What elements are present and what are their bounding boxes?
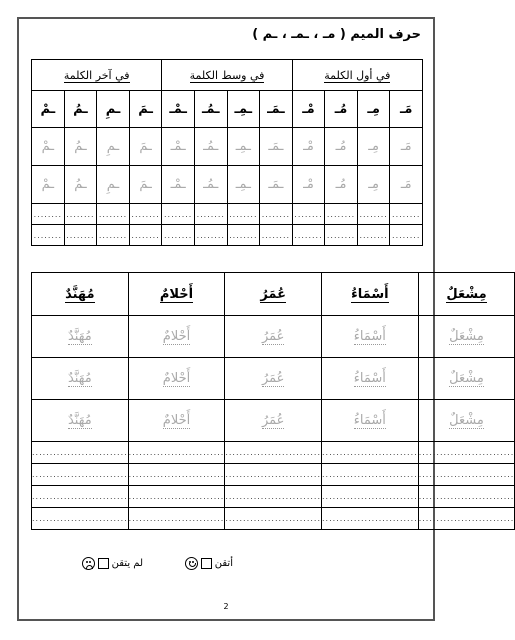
trace-cell[interactable]: مْـ bbox=[292, 166, 325, 204]
mastered-option bbox=[185, 557, 233, 570]
write-cell[interactable]: ........ bbox=[325, 204, 358, 225]
word-trace-cell[interactable]: مِشْعَلٌ bbox=[418, 358, 515, 400]
worksheet-title: حرف الميم ( مـ ، ـمـ ، ـم ) bbox=[252, 27, 421, 42]
write-cell[interactable]: ........ bbox=[227, 225, 260, 246]
word-cell: مِشْعَلٌ bbox=[418, 273, 515, 316]
happy-face-icon bbox=[185, 557, 198, 570]
word-write-cell[interactable]: ........................... bbox=[418, 464, 515, 486]
word-write-cell[interactable]: ........................... bbox=[418, 508, 515, 530]
write-cell[interactable]: ........ bbox=[390, 204, 423, 225]
word-cell: عُمَرُ bbox=[225, 273, 322, 316]
not-mastered-label: لم يتقن bbox=[111, 558, 143, 569]
word-write-cell[interactable]: ........................... bbox=[418, 442, 515, 464]
trace-cell[interactable]: مُـ bbox=[325, 166, 358, 204]
word-cell: مُهَنَّدٌ bbox=[32, 273, 129, 316]
write-cell[interactable]: ........ bbox=[390, 225, 423, 246]
worksheet-frame bbox=[17, 17, 515, 621]
letter-form-cell: ـمْـ bbox=[162, 91, 195, 128]
section-header-middle: في وسط الكلمة bbox=[162, 60, 292, 91]
write-cell[interactable]: ........ bbox=[97, 204, 130, 225]
trace-cell[interactable]: مْـ bbox=[292, 128, 325, 166]
write-cell[interactable]: ........ bbox=[194, 204, 227, 225]
letter-forms-table bbox=[31, 59, 423, 246]
word-cell: أَحْلامٌ bbox=[128, 273, 225, 316]
write-cell[interactable]: ........ bbox=[325, 225, 358, 246]
trace-cell[interactable]: مِـ bbox=[357, 128, 390, 166]
word-trace-cell[interactable]: أَحْلامٌ bbox=[128, 316, 225, 358]
write-cell[interactable]: ........ bbox=[292, 204, 325, 225]
word-write-cell[interactable]: ........................... bbox=[128, 508, 225, 530]
trace-cell[interactable]: مَـ bbox=[390, 166, 423, 204]
write-cell[interactable]: ........ bbox=[162, 204, 195, 225]
trace-cell[interactable]: مَـ bbox=[390, 128, 423, 166]
not-mastered-checkbox[interactable] bbox=[98, 558, 109, 569]
sad-face-icon bbox=[82, 557, 95, 570]
write-cell[interactable]: ........ bbox=[32, 204, 65, 225]
not-mastered-option bbox=[82, 557, 143, 570]
word-write-cell[interactable]: ........................... bbox=[322, 442, 419, 464]
trace-cell[interactable]: ـمِ bbox=[97, 166, 130, 204]
trace-cell[interactable]: ـمْـ bbox=[162, 128, 195, 166]
letter-form-cell: ـمَ bbox=[129, 91, 162, 128]
word-write-cell[interactable]: ........................... bbox=[322, 508, 419, 530]
write-cell[interactable]: ........ bbox=[162, 225, 195, 246]
letter-form-cell: ـمَـ bbox=[260, 91, 293, 128]
trace-cell[interactable]: ـمَ bbox=[129, 166, 162, 204]
letter-form-cell: مَـ bbox=[390, 91, 423, 128]
write-cell[interactable]: ........ bbox=[129, 225, 162, 246]
word-trace-cell[interactable]: أَسْمَاءُ bbox=[322, 358, 419, 400]
word-write-cell[interactable]: ........................... bbox=[322, 464, 419, 486]
word-trace-cell[interactable]: مُهَنَّدٌ bbox=[32, 316, 129, 358]
section-header-end: في آخر الكلمة bbox=[32, 60, 162, 91]
page-number: 2 bbox=[223, 602, 229, 611]
word-write-cell[interactable]: ........................... bbox=[225, 442, 322, 464]
write-cell[interactable]: ........ bbox=[97, 225, 130, 246]
write-cell[interactable]: ........ bbox=[227, 204, 260, 225]
mastered-checkbox[interactable] bbox=[201, 558, 212, 569]
word-write-cell[interactable]: ........................... bbox=[32, 464, 129, 486]
word-write-cell[interactable]: ........................... bbox=[32, 508, 129, 530]
word-write-cell[interactable]: ........................... bbox=[128, 442, 225, 464]
trace-cell[interactable]: ـمَـ bbox=[260, 128, 293, 166]
letter-form-cell: ـمْ bbox=[32, 91, 65, 128]
letter-form-cell: مُـ bbox=[325, 91, 358, 128]
word-write-cell[interactable]: ........................... bbox=[418, 486, 515, 508]
trace-cell[interactable]: ـمْ bbox=[32, 128, 65, 166]
letter-form-cell: ـمُـ bbox=[194, 91, 227, 128]
words-table bbox=[31, 272, 515, 530]
trace-cell[interactable]: ـمَ bbox=[129, 128, 162, 166]
write-cell[interactable]: ........ bbox=[32, 225, 65, 246]
trace-cell[interactable]: ـمُـ bbox=[194, 128, 227, 166]
word-trace-cell[interactable]: عُمَرُ bbox=[225, 358, 322, 400]
trace-cell[interactable]: ـمِ bbox=[97, 128, 130, 166]
word-trace-cell[interactable]: أَحْلامٌ bbox=[128, 400, 225, 442]
word-write-cell[interactable]: ........................... bbox=[128, 464, 225, 486]
word-write-cell[interactable]: ........................... bbox=[322, 486, 419, 508]
write-cell[interactable]: ........ bbox=[260, 225, 293, 246]
letter-form-cell: مْـ bbox=[292, 91, 325, 128]
trace-cell[interactable]: ـمِـ bbox=[227, 128, 260, 166]
write-cell[interactable]: ........ bbox=[129, 204, 162, 225]
word-trace-cell[interactable]: مُهَنَّدٌ bbox=[32, 400, 129, 442]
trace-cell[interactable]: ـمْ bbox=[32, 166, 65, 204]
word-write-cell[interactable]: ........................... bbox=[32, 486, 129, 508]
write-cell[interactable]: ........ bbox=[292, 225, 325, 246]
trace-cell[interactable]: مُـ bbox=[325, 128, 358, 166]
trace-cell[interactable]: ـمُـ bbox=[194, 166, 227, 204]
write-cell[interactable]: ........ bbox=[357, 204, 390, 225]
trace-cell[interactable]: ـمُ bbox=[64, 166, 97, 204]
word-trace-cell[interactable]: مِشْعَلٌ bbox=[418, 400, 515, 442]
letter-form-cell: مِـ bbox=[357, 91, 390, 128]
letter-form-cell: ـمِ bbox=[97, 91, 130, 128]
letter-form-cell: ـمُ bbox=[64, 91, 97, 128]
section-header-beginning: في أول الكلمة bbox=[292, 60, 422, 91]
write-cell[interactable]: ........ bbox=[64, 204, 97, 225]
word-trace-cell[interactable]: أَسْمَاءُ bbox=[322, 316, 419, 358]
word-trace-cell[interactable]: أَسْمَاءُ bbox=[322, 400, 419, 442]
trace-cell[interactable]: ـمُ bbox=[64, 128, 97, 166]
word-write-cell[interactable]: ........................... bbox=[32, 442, 129, 464]
write-cell[interactable]: ........ bbox=[64, 225, 97, 246]
word-trace-cell[interactable]: مُهَنَّدٌ bbox=[32, 358, 129, 400]
letter-form-cell: ـمِـ bbox=[227, 91, 260, 128]
word-cell: أَسْمَاءُ bbox=[322, 273, 419, 316]
mastered-label: أتقن bbox=[214, 558, 233, 569]
write-cell[interactable]: ........ bbox=[357, 225, 390, 246]
word-trace-cell[interactable]: عُمَرُ bbox=[225, 316, 322, 358]
word-write-cell[interactable]: ........................... bbox=[225, 486, 322, 508]
word-write-cell[interactable]: ........................... bbox=[128, 486, 225, 508]
word-trace-cell[interactable]: أَحْلامٌ bbox=[128, 358, 225, 400]
word-trace-cell[interactable]: مِشْعَلٌ bbox=[418, 316, 515, 358]
trace-cell[interactable]: ـمِـ bbox=[227, 166, 260, 204]
self-evaluation bbox=[49, 557, 403, 579]
word-trace-cell[interactable]: عُمَرُ bbox=[225, 400, 322, 442]
write-cell[interactable]: ........ bbox=[260, 204, 293, 225]
word-write-cell[interactable]: ........................... bbox=[225, 508, 322, 530]
write-cell[interactable]: ........ bbox=[194, 225, 227, 246]
word-write-cell[interactable]: ........................... bbox=[225, 464, 322, 486]
trace-cell[interactable]: ـمْـ bbox=[162, 166, 195, 204]
trace-cell[interactable]: ـمَـ bbox=[260, 166, 293, 204]
trace-cell[interactable]: مِـ bbox=[357, 166, 390, 204]
